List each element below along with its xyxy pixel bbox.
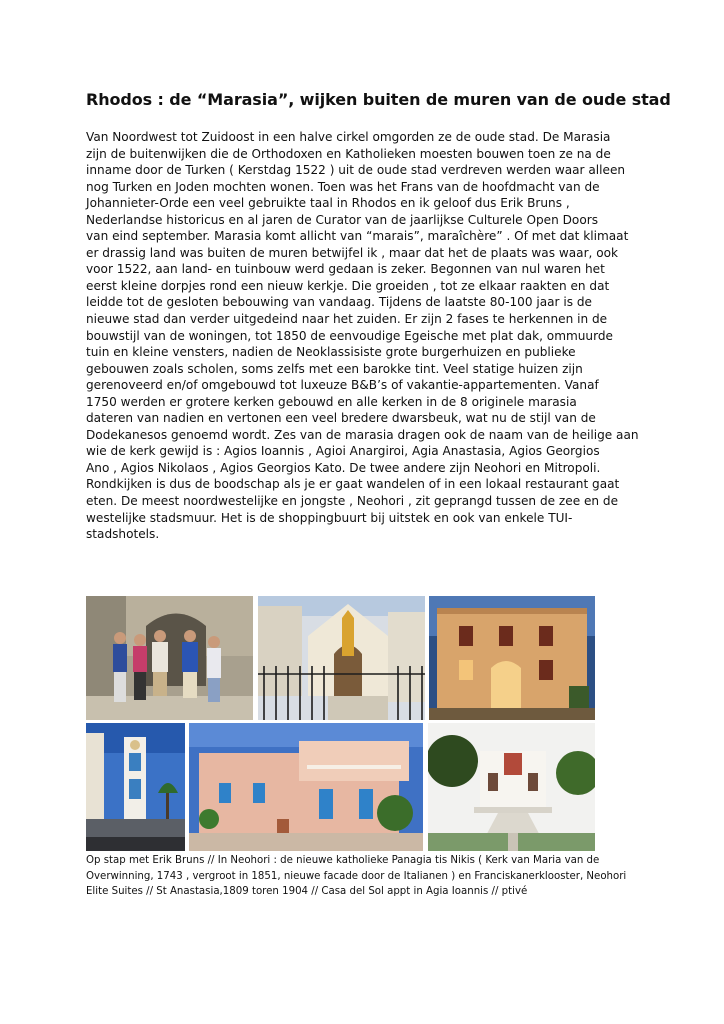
body-line: 1750 werden er grotere kerken gebouwd en alle kerken in de 8 originele marasia <box>86 394 577 409</box>
photo-neohori-elite-suites <box>429 596 595 720</box>
body-line: wie de kerk gewijd is : Agios Ioannis , Agioi Anargiroi, Agia Anastasia, Agios Georgios <box>86 444 600 459</box>
photo-caption <box>86 853 646 900</box>
body-paragraph <box>86 129 642 543</box>
body-line: westelijke stadsmuur. Het is de shoppingbuurt bij uitstek en ook van enkele TUI- <box>86 510 573 525</box>
body-line: gerenoveerd en/of omgebouwd tot luxeuze B&B’s of vakantie-appartementen. Vanaf <box>86 378 599 393</box>
photo-neoclassical-villa <box>428 723 595 851</box>
body-line: Ano , Agios Nikolaos , Agios Georgios Kato. De twee andere zijn Neohori en Mitropoli. <box>86 460 601 475</box>
body-line: eten. De meest noordwestelijke en jongste , Neohori , zit geprangd tussen de zee en de <box>86 494 619 509</box>
body-line: van eind september. Marasia komt allicht van “marais”, maraîchère” . Of met dat klimaat <box>86 229 629 244</box>
body-line: nieuwe stad dan verder uitgedeind naar het zuiden. Er zijn 2 fases te herkennen in de <box>86 312 608 327</box>
body-line: Johannieter-Orde een veel gebruikte taal in Rhodos en ik geloof dus Erik Bruns , <box>86 196 570 211</box>
body-line: leidde tot de gesloten bebouwing van vandaag. Tijdens de laatste 80-100 jaar is de <box>86 295 593 310</box>
photo-group-with-erik-bruns <box>86 596 253 720</box>
body-line: stadshotels. <box>86 527 160 542</box>
body-line: dateren van nadien en vertonen een veel bredere dwarsbeuk, wat nu de stijl van de <box>86 411 596 426</box>
body-line: Nederlandse historicus en al jaren de Curator van de jaarlijkse Culturele Open Doors <box>86 212 598 227</box>
body-line: voor 1522, aan land- en tuinbouw werd gedaan is zeker. Begonnen van nul waren het <box>86 262 605 277</box>
caption-line: Elite Suites // St Anastasia,1809 toren 1904 // Casa del Sol appt in Agia Ioannis // ptivé <box>86 886 528 897</box>
caption-line: Op stap met Erik Bruns // In Neohori : de nieuwe katholieke Panagia tis Nikis ( Kerk van Maria van de <box>86 855 600 866</box>
body-line: inname door de Turken ( Kerstdag 1522 ) uit de oude stad verdreven werden waar alleen <box>86 163 626 178</box>
body-line: Dodekanesos genoemd wordt. Zes van de marasia dragen ook de naam van de heilige aan <box>86 427 639 442</box>
body-line: Rondkijken is dus de boodschap als je er gaat wandelen of in een lokaal restaurant gaat <box>86 477 620 492</box>
body-line: nog Turken en Joden mochten wonen. Toen was het Frans van de hoofdmacht van de <box>86 179 600 194</box>
body-line: eerst kleine dorpjes rond een nieuw kerkje. Die groeiden , tot ze elkaar raakten en dat <box>86 278 610 293</box>
photo-st-anastasia-tower <box>86 723 185 851</box>
body-line: gebouwen zoals scholen, soms zelfs met een barokke tint. Veel statige huizen zijn <box>86 361 583 376</box>
body-line: bouwstijl van de woningen, tot 1850 de eenvoudige Egeische met plat dak, ommuurde <box>86 328 613 343</box>
body-line: er drassig land was buiten de muren betwijfel ik , maar dat het de plaats was waar, ook <box>86 245 619 260</box>
photo-panagia-tis-nikis-church <box>258 596 425 720</box>
body-line: zijn de buitenwijken die de Orthodoxen en Katholieken moesten bouwen toen ze na de <box>86 146 611 161</box>
body-line: Van Noordwest tot Zuidoost in een halve cirkel omgorden ze de oude stad. De Marasia <box>86 130 611 144</box>
caption-line: Overwinning, 1743 , vergroot in 1851, nieuwe facade door de Italianen ) en Franciskanerklooster, Neohori <box>86 870 627 882</box>
document-title: Rhodos : de “Marasia”, wijken buiten de muren van de oude stad <box>86 90 671 109</box>
body-line: tuin en kleine vensters, nadien de Neoklassisiste grote burgerhuizen en publieke <box>86 345 576 360</box>
photo-casa-del-sol-courtyard <box>189 723 423 851</box>
